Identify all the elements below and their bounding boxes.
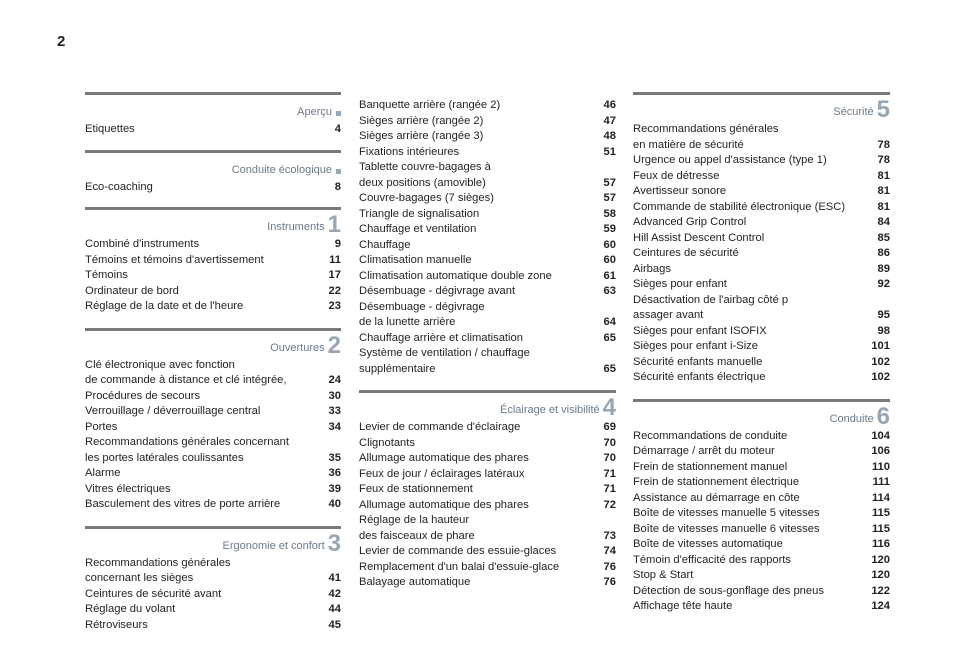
toc-entry-page: 36 bbox=[328, 467, 341, 479]
toc-entry-page: 45 bbox=[328, 618, 341, 631]
toc-entry-label: Advanced Grip Control bbox=[633, 216, 747, 228]
toc-entry-label: Recommandations générales concernant les portes latérales coulissantes bbox=[85, 436, 289, 464]
toc-entry-label: Recommandations générales concernant les sièges bbox=[85, 556, 231, 584]
toc-entry-label: Démarrage / arrêt du moteur bbox=[633, 445, 775, 457]
toc-entry-label: Alarme bbox=[85, 467, 121, 479]
toc-entry-page: 81 bbox=[877, 200, 890, 213]
toc-entry-label: Détection de sous-gonflage des pneus bbox=[633, 584, 824, 597]
toc-entry[interactable] bbox=[85, 618, 341, 634]
toc-entry-page: 57 bbox=[603, 192, 616, 204]
toc-entry[interactable] bbox=[633, 370, 890, 386]
toc-entry-label: Témoin d'efficacité des rapports bbox=[633, 553, 792, 566]
toc-entry-page: 39 bbox=[328, 482, 341, 495]
section-conduite-ecologique bbox=[85, 150, 341, 196]
toc-entry-label: Banquette arrière (rangée 2) bbox=[359, 99, 501, 111]
toc-entry[interactable] bbox=[633, 293, 890, 324]
toc-entry-label: Témoins et témoins d'avertissement bbox=[85, 253, 264, 266]
toc-entry[interactable] bbox=[633, 537, 890, 553]
toc-entry-label: Vitres électriques bbox=[85, 482, 171, 495]
section-header bbox=[85, 526, 341, 555]
toc-entry[interactable] bbox=[85, 435, 341, 466]
toc-entry-page: 23 bbox=[328, 300, 341, 312]
section-ergonomie-confort-continued bbox=[359, 98, 616, 377]
toc-entry-label: Basculement des vitres de porte arrière bbox=[85, 498, 281, 510]
toc-entry-page: 8 bbox=[334, 180, 341, 193]
toc-entry[interactable] bbox=[633, 184, 890, 200]
section-title: Instruments bbox=[267, 221, 325, 233]
toc-entry[interactable] bbox=[633, 122, 890, 153]
toc-entry-page: 40 bbox=[328, 498, 341, 510]
toc-entry-label: Portes bbox=[85, 420, 118, 433]
toc-entry-page: 59 bbox=[603, 223, 616, 235]
toc-entry-label: Recommandations de conduite bbox=[633, 429, 788, 442]
toc-entry-label: Commande de stabilité électronique (ESC) bbox=[633, 200, 846, 213]
toc-entry-label: Rétroviseurs bbox=[85, 618, 148, 631]
section-title: Conduite écologique bbox=[231, 163, 332, 176]
toc-entry[interactable] bbox=[85, 180, 341, 196]
section-title: Éclairage et visibilité bbox=[499, 404, 600, 416]
toc-entry-page: 72 bbox=[603, 498, 616, 511]
toc-entry[interactable] bbox=[359, 300, 616, 331]
section-bullet-icon bbox=[336, 111, 341, 116]
section-instruments bbox=[85, 207, 341, 315]
toc-entry-label: Remplacement d'un balai d'essuie-glace bbox=[359, 560, 560, 573]
toc-entry-page: 110 bbox=[871, 460, 890, 473]
toc-entry[interactable] bbox=[633, 568, 890, 584]
toc-entry-label: Climatisation automatique double zone bbox=[359, 269, 552, 282]
toc-entry-page: 41 bbox=[328, 572, 341, 584]
toc-entry-label: Boîte de vitesses automatique bbox=[633, 538, 783, 550]
toc-entry-page: 101 bbox=[871, 340, 890, 352]
toc-entry-label: Ceintures de sécurité avant bbox=[85, 587, 222, 600]
toc-entry-label: Chauffage arrière et climatisation bbox=[359, 331, 523, 344]
toc-entry-page: 57 bbox=[603, 176, 616, 189]
toc-entry-label: Réglage du volant bbox=[85, 603, 176, 615]
section-title: Ouvertures bbox=[270, 341, 325, 354]
toc-entry[interactable] bbox=[633, 324, 890, 340]
toc-entry-page: 86 bbox=[877, 247, 890, 259]
toc-entry-label: Stop & Start bbox=[633, 569, 694, 581]
toc-entry-page: 111 bbox=[872, 476, 890, 488]
toc-entry-label: Boîte de vitesses manuelle 6 vitesses bbox=[633, 522, 820, 535]
toc-entry[interactable] bbox=[359, 114, 616, 130]
toc-entry[interactable] bbox=[633, 584, 890, 600]
section-number: 4 bbox=[602, 394, 616, 421]
page-number: 2 bbox=[57, 33, 66, 50]
section-header bbox=[85, 92, 341, 121]
toc-entry-page: 51 bbox=[603, 145, 616, 158]
toc-entry-page: 69 bbox=[603, 421, 616, 433]
toc-entry-page: 114 bbox=[871, 491, 890, 504]
toc-entry-page: 33 bbox=[328, 405, 341, 417]
toc-entry-page: 44 bbox=[328, 603, 341, 615]
toc-entry-label: Avertisseur sonore bbox=[633, 185, 727, 197]
toc-entry-label: Climatisation manuelle bbox=[359, 254, 472, 266]
toc-entry[interactable] bbox=[359, 560, 616, 576]
toc-entry-label: Balayage automatique bbox=[359, 576, 471, 588]
toc-entry-page: 11 bbox=[329, 253, 341, 266]
toc-entry-label: Sièges pour enfant bbox=[633, 278, 727, 290]
toc-entry-page: 22 bbox=[328, 284, 341, 297]
toc-entry-page: 73 bbox=[603, 529, 616, 542]
toc-entry-label: Triangle de signalisation bbox=[359, 207, 480, 220]
toc-entry-page: 71 bbox=[603, 483, 616, 495]
section-header bbox=[85, 207, 341, 236]
toc-entry-page: 58 bbox=[603, 207, 616, 220]
toc-entry[interactable] bbox=[359, 498, 616, 514]
toc-entry[interactable] bbox=[85, 284, 341, 300]
toc-entry-page: 60 bbox=[603, 238, 616, 251]
toc-entry-page: 122 bbox=[871, 584, 890, 597]
toc-entry[interactable] bbox=[85, 268, 341, 284]
toc-entry-label: Désembuage - dégivrage de la lunette arrière bbox=[359, 300, 485, 328]
toc-entry-page: 124 bbox=[871, 600, 890, 612]
toc-entry-page: 74 bbox=[603, 545, 616, 557]
toc-entry-label: Fixations intérieures bbox=[359, 145, 460, 158]
section-header bbox=[85, 328, 341, 357]
section-ergonomie-confort bbox=[85, 526, 341, 634]
toc-entry-label: Levier de commande d'éclairage bbox=[359, 421, 521, 433]
toc-entry[interactable] bbox=[85, 122, 341, 138]
toc-entry[interactable] bbox=[359, 222, 616, 238]
toc-entry-page: 63 bbox=[603, 285, 616, 297]
toc-entry-label: Réglage de la hauteur des faisceaux de phare bbox=[359, 514, 475, 542]
toc-entry-page: 35 bbox=[328, 451, 341, 464]
toc-entry-page: 71 bbox=[603, 467, 616, 480]
toc-entry-label: Feux de stationnement bbox=[359, 483, 473, 495]
section-eclairage-visibilite bbox=[359, 390, 616, 591]
section-number: 2 bbox=[327, 331, 341, 359]
toc-entry[interactable] bbox=[359, 191, 616, 207]
toc-entry-label: Boîte de vitesses manuelle 5 vitesses bbox=[633, 507, 820, 519]
toc-entry-label: Eco-coaching bbox=[85, 180, 153, 193]
toc-entry[interactable] bbox=[359, 331, 616, 347]
toc-entry-page: 65 bbox=[603, 362, 616, 375]
toc-entry-label: Feux de jour / éclairages latéraux bbox=[359, 467, 525, 480]
toc-entry[interactable] bbox=[359, 238, 616, 254]
toc-entry-page: 76 bbox=[603, 576, 616, 588]
section-securite bbox=[633, 92, 890, 386]
toc-entry-label: Tablette couvre-bagages à deux positions (amovible) bbox=[359, 161, 491, 189]
toc-entry-page: 65 bbox=[603, 331, 616, 344]
toc-entry[interactable] bbox=[85, 237, 341, 253]
toc-entry-page: 89 bbox=[877, 262, 890, 275]
toc-entry-label: Affichage tête haute bbox=[633, 600, 733, 612]
toc-entry[interactable] bbox=[359, 145, 616, 161]
toc-entry[interactable] bbox=[633, 491, 890, 507]
toc-entry-page: 84 bbox=[877, 216, 890, 228]
toc-entry[interactable] bbox=[359, 451, 616, 467]
toc-entry[interactable] bbox=[359, 420, 616, 436]
toc-entry-label: Sièges pour enfant ISOFIX bbox=[633, 324, 767, 337]
section-header bbox=[633, 92, 890, 121]
section-number: 1 bbox=[327, 211, 341, 238]
toc-entry-label: Recommandations générales en matière de sécurité bbox=[633, 123, 779, 151]
toc-entry-label: Clignotants bbox=[359, 436, 415, 449]
toc-entry-page: 70 bbox=[603, 436, 616, 449]
toc-entry-label: Airbags bbox=[633, 262, 671, 275]
toc-entry-page: 106 bbox=[871, 445, 890, 457]
toc-entry-page: 47 bbox=[603, 114, 616, 127]
toc-column-1 bbox=[85, 92, 341, 633]
toc-entry[interactable] bbox=[633, 475, 890, 491]
toc-entry[interactable] bbox=[85, 358, 341, 389]
toc-entry-page: 17 bbox=[328, 269, 341, 281]
section-title: Aperçu bbox=[297, 106, 332, 118]
toc-entry[interactable] bbox=[359, 269, 616, 285]
toc-entry[interactable] bbox=[359, 129, 616, 145]
toc-entry-page: 102 bbox=[871, 371, 890, 383]
section-number: 5 bbox=[876, 96, 890, 123]
toc-entry[interactable] bbox=[85, 602, 341, 618]
toc-entry[interactable] bbox=[633, 215, 890, 231]
toc-entry-page: 78 bbox=[877, 154, 890, 166]
section-ouvertures bbox=[85, 328, 341, 513]
toc-entry-page: 120 bbox=[871, 553, 890, 566]
toc-entry[interactable] bbox=[85, 299, 341, 315]
toc-entry[interactable] bbox=[633, 429, 890, 445]
toc-entry-label: Chauffage et ventilation bbox=[359, 223, 477, 235]
toc-entry-label: Frein de stationnement électrique bbox=[633, 476, 800, 488]
toc-entry[interactable] bbox=[633, 262, 890, 278]
toc-entry[interactable] bbox=[633, 277, 890, 293]
toc-entry[interactable] bbox=[85, 482, 341, 498]
toc-entry[interactable] bbox=[633, 246, 890, 262]
toc-entry[interactable] bbox=[359, 482, 616, 498]
toc-entry-label: Clé électronique avec fonction de commande à distance et clé intégrée, bbox=[85, 358, 287, 386]
toc-entry[interactable] bbox=[359, 436, 616, 452]
toc-entry-page: 85 bbox=[877, 231, 890, 244]
toc-entry-page: 46 bbox=[603, 99, 616, 111]
toc-entry-label: Sièges arrière (rangée 2) bbox=[359, 114, 484, 127]
toc-entry-page: 30 bbox=[328, 389, 341, 402]
section-conduite bbox=[633, 399, 890, 615]
toc-entry-page: 42 bbox=[328, 587, 341, 600]
toc-entry-page: 76 bbox=[603, 560, 616, 573]
toc-entry-label: Allumage automatique des phares bbox=[359, 452, 529, 464]
toc-entry[interactable] bbox=[359, 253, 616, 269]
toc-entry-page: 102 bbox=[871, 355, 890, 368]
toc-entry[interactable] bbox=[359, 207, 616, 223]
toc-entry[interactable] bbox=[359, 346, 616, 377]
toc-entry-page: 92 bbox=[877, 278, 890, 290]
section-header bbox=[85, 150, 341, 179]
toc-entry[interactable] bbox=[85, 587, 341, 603]
toc-entry-label: Procédures de secours bbox=[85, 389, 201, 402]
toc-entry[interactable] bbox=[633, 153, 890, 169]
toc-entry-page: 116 bbox=[871, 538, 890, 550]
section-title: Ergonomie et confort bbox=[222, 539, 325, 552]
toc-entry-label: Verrouillage / déverrouillage central bbox=[85, 405, 261, 417]
section-bullet-icon bbox=[336, 169, 341, 174]
section-title: Conduite bbox=[829, 412, 874, 425]
toc-entry[interactable] bbox=[633, 506, 890, 522]
toc-entry[interactable] bbox=[85, 497, 341, 513]
toc-entry-page: 115 bbox=[871, 522, 890, 535]
toc-entry-label: Sécurité enfants électrique bbox=[633, 371, 766, 383]
toc-entry-label: Témoins bbox=[85, 269, 128, 281]
toc-entry[interactable] bbox=[633, 169, 890, 185]
toc-entry[interactable] bbox=[85, 556, 341, 587]
toc-entry-page: 64 bbox=[603, 316, 616, 328]
toc-entry-label: Couvre-bagages (7 sièges) bbox=[359, 192, 494, 204]
toc-entry[interactable] bbox=[633, 522, 890, 538]
toc-entry[interactable] bbox=[633, 599, 890, 615]
toc-entry[interactable] bbox=[85, 420, 341, 436]
toc-entry[interactable] bbox=[85, 466, 341, 482]
toc-entry[interactable] bbox=[633, 355, 890, 371]
toc-entry[interactable] bbox=[633, 339, 890, 355]
toc-entry[interactable] bbox=[633, 231, 890, 247]
toc-entry-page: 34 bbox=[328, 420, 341, 433]
toc-entry-page: 120 bbox=[871, 569, 890, 581]
section-number: 6 bbox=[876, 402, 890, 430]
toc-entry-label: Système de ventilation / chauffage supplémentaire bbox=[359, 347, 530, 375]
toc-entry-label: Ordinateur de bord bbox=[85, 284, 179, 297]
toc-entry-label: Chauffage bbox=[359, 238, 411, 251]
toc-entry-label: Frein de stationnement manuel bbox=[633, 460, 788, 473]
toc-entry-page: 60 bbox=[603, 254, 616, 266]
toc-entry-page: 95 bbox=[877, 309, 890, 321]
toc-entry-label: Combiné d'instruments bbox=[85, 238, 200, 250]
section-apercu bbox=[85, 92, 341, 138]
section-header bbox=[359, 390, 616, 419]
toc-entry[interactable] bbox=[85, 404, 341, 420]
section-number: 3 bbox=[327, 529, 341, 557]
toc-entry-label: Sièges pour enfant i-Size bbox=[633, 340, 759, 352]
toc-entry-page: 61 bbox=[603, 269, 616, 282]
toc-entry[interactable] bbox=[359, 160, 616, 191]
toc-column-2 bbox=[359, 98, 616, 591]
toc-entry-label: Assistance au démarrage en côte bbox=[633, 491, 800, 504]
toc-entry-label: Désembuage - dégivrage avant bbox=[359, 285, 516, 297]
toc-entry-label: Sièges arrière (rangée 3) bbox=[359, 130, 484, 142]
toc-entry[interactable] bbox=[633, 460, 890, 476]
toc-entry[interactable] bbox=[359, 544, 616, 560]
toc-entry[interactable] bbox=[359, 284, 616, 300]
toc-entry-page: 104 bbox=[871, 429, 890, 442]
toc-entry-label: Hill Assist Descent Control bbox=[633, 231, 765, 244]
toc-entry-label: Désactivation de l'airbag côté p assager avant bbox=[633, 293, 789, 321]
toc-entry-page: 81 bbox=[877, 185, 890, 197]
toc-entry[interactable] bbox=[633, 200, 890, 216]
section-title: Sécurité bbox=[833, 106, 874, 118]
toc-entry-page: 4 bbox=[334, 123, 341, 135]
toc-entry-label: Réglage de la date et de l'heure bbox=[85, 300, 244, 312]
toc-entry-label: Feux de détresse bbox=[633, 169, 720, 182]
toc-entry-label: Etiquettes bbox=[85, 123, 135, 135]
toc-entry-page: 70 bbox=[603, 452, 616, 464]
toc-entry-label: Levier de commande des essuie-glaces bbox=[359, 545, 557, 557]
toc-entry-page: 48 bbox=[603, 130, 616, 142]
toc-entry-page: 98 bbox=[877, 324, 890, 337]
toc-entry-page: 81 bbox=[877, 169, 890, 182]
toc-entry-label: Allumage automatique des phares bbox=[359, 498, 529, 511]
toc-entry-label: Urgence ou appel d'assistance (type 1) bbox=[633, 154, 827, 166]
toc-entry-page: 78 bbox=[877, 138, 890, 151]
toc-entry[interactable] bbox=[633, 444, 890, 460]
toc-entry-page: 24 bbox=[328, 374, 341, 386]
toc-entry-page: 115 bbox=[871, 507, 890, 519]
toc-entry[interactable] bbox=[359, 467, 616, 483]
toc-entry-page: 9 bbox=[334, 238, 341, 250]
toc-column-3 bbox=[633, 92, 890, 615]
toc-entry[interactable] bbox=[359, 575, 616, 591]
toc-entry[interactable] bbox=[359, 513, 616, 544]
toc-entry[interactable] bbox=[85, 253, 341, 269]
toc-entry[interactable] bbox=[633, 553, 890, 569]
toc-entry[interactable] bbox=[85, 389, 341, 405]
toc-entry-label: Ceintures de sécurité bbox=[633, 247, 739, 259]
toc-entry[interactable] bbox=[359, 98, 616, 114]
section-header bbox=[633, 399, 890, 428]
toc-entry-label: Sécurité enfants manuelle bbox=[633, 355, 763, 368]
